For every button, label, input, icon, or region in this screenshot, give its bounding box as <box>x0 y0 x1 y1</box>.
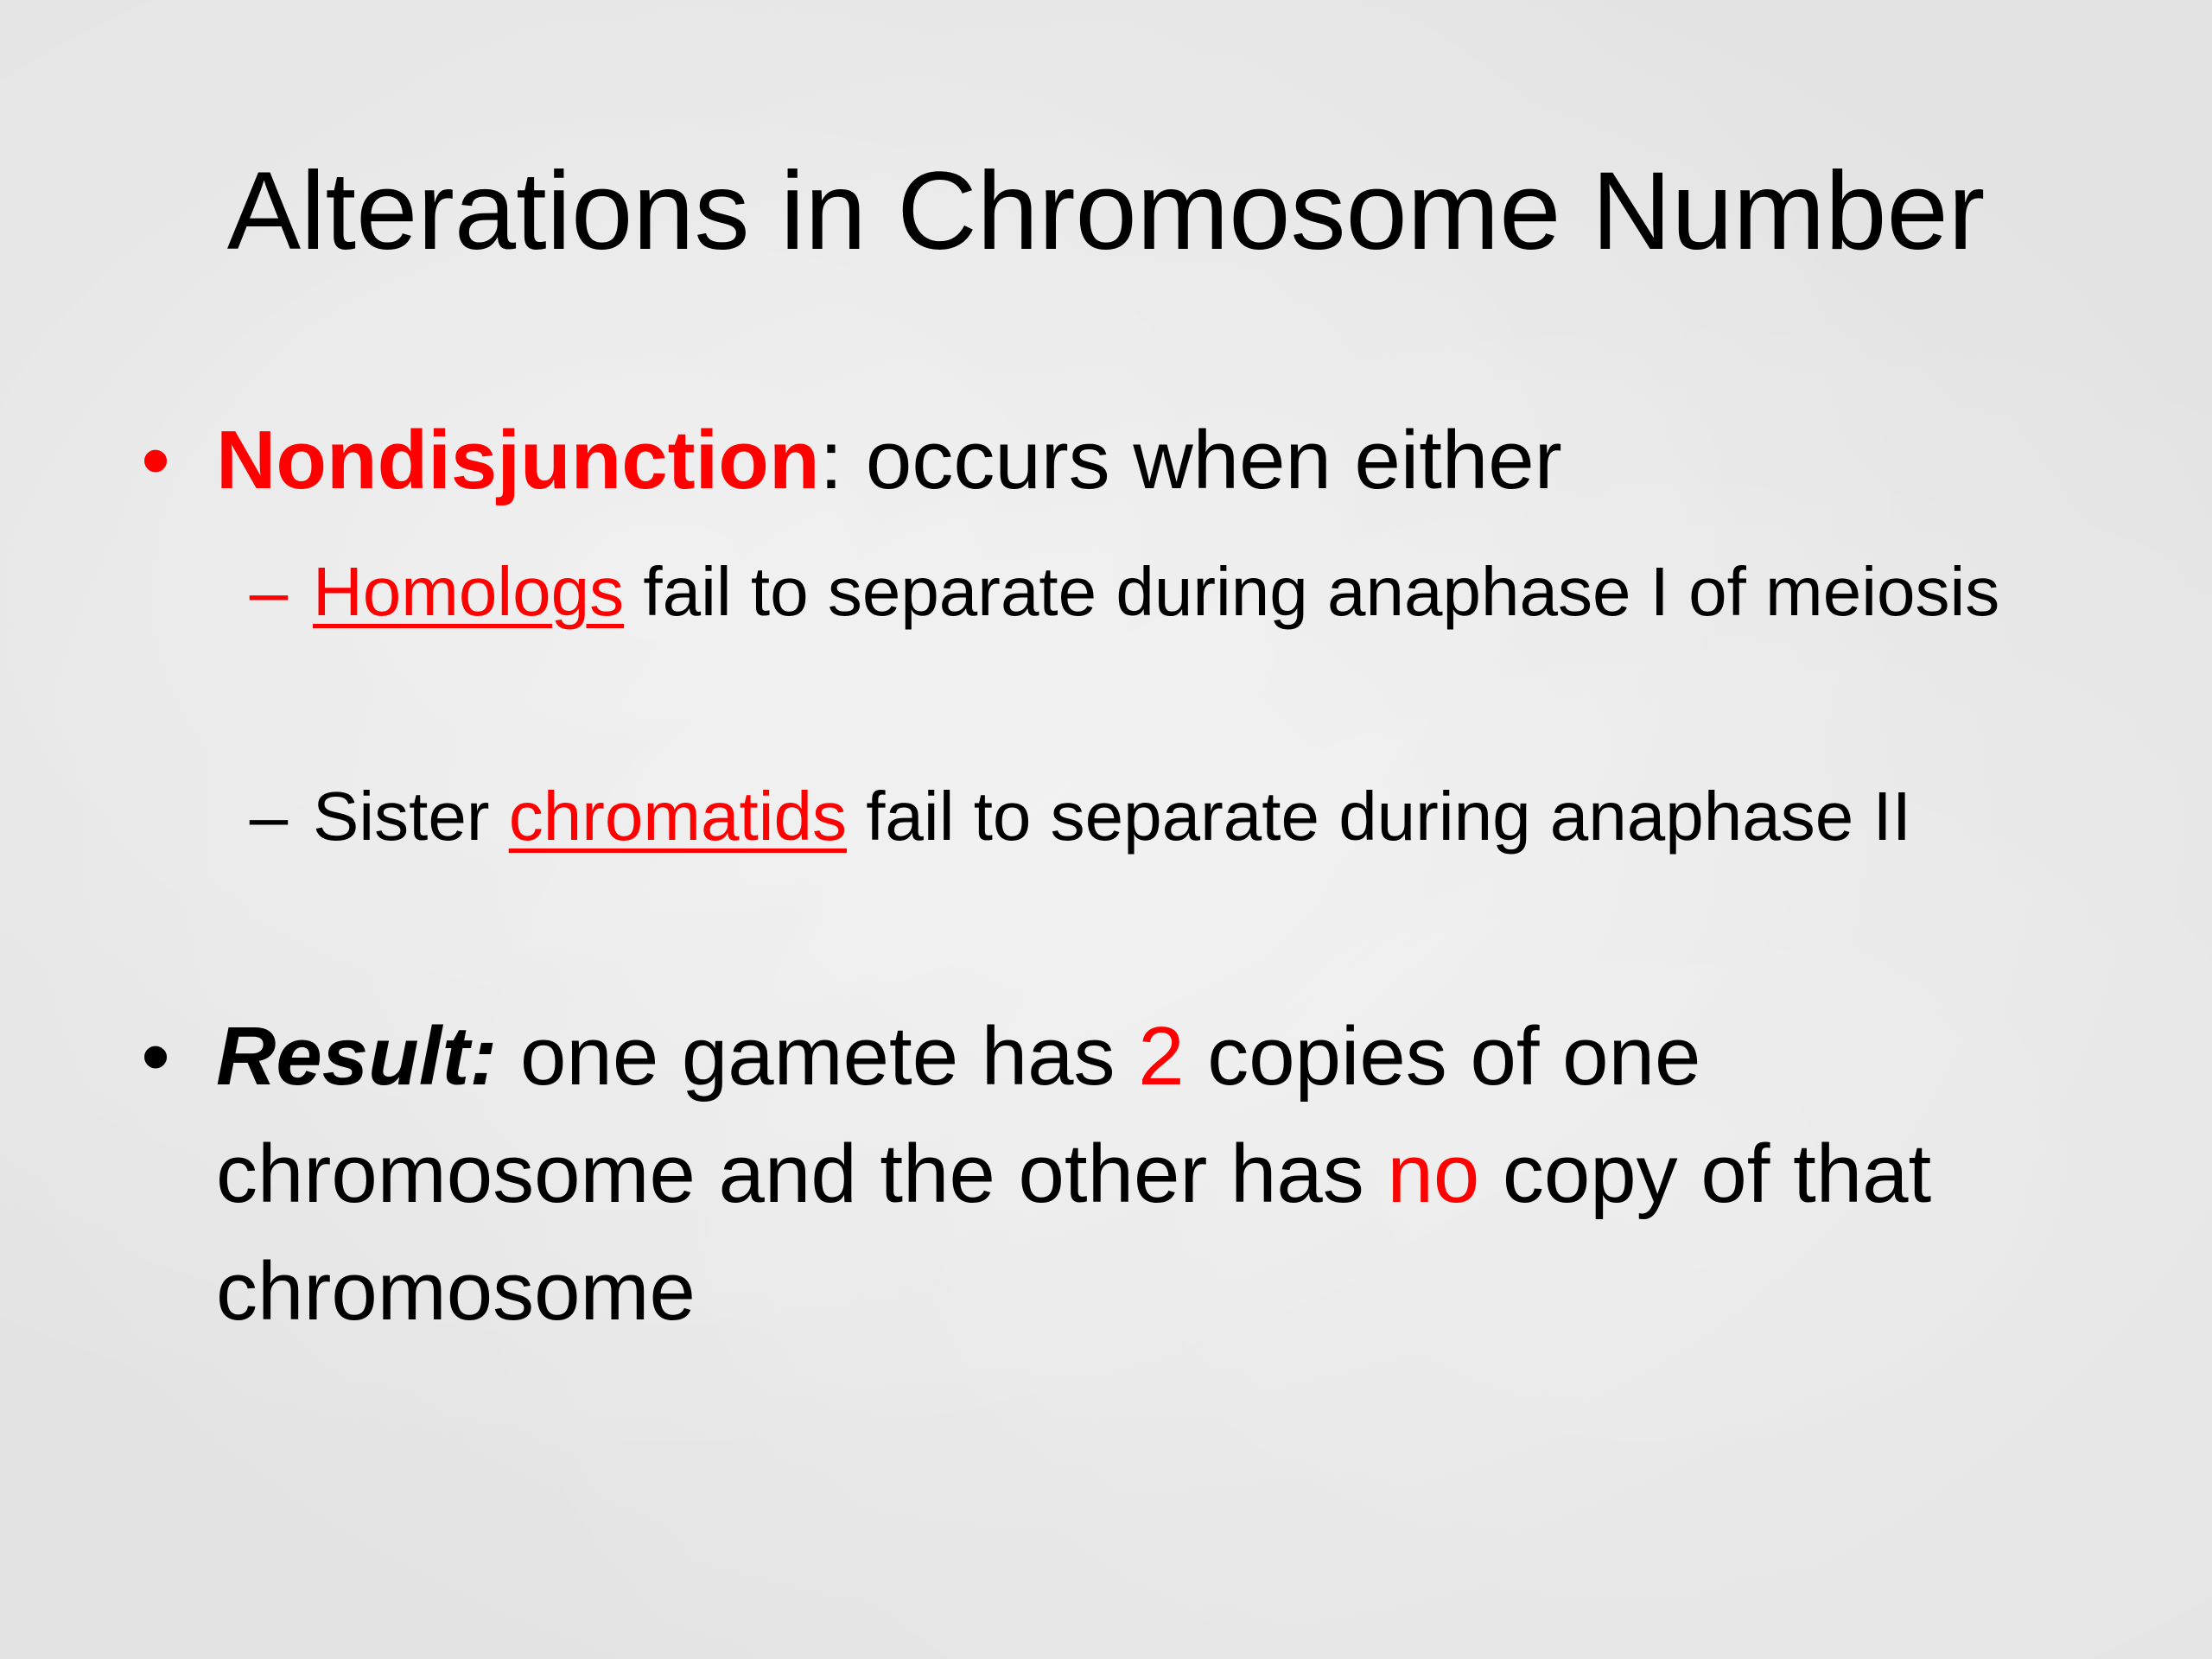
term-nondisjunction: Nondisjunction <box>216 414 820 506</box>
bullet-marker: • <box>141 414 170 506</box>
result-no: no <box>1387 1128 1480 1220</box>
result-number: 2 <box>1138 1010 1185 1103</box>
bullet-nondisjunction <box>141 402 2074 519</box>
dash-marker: – <box>249 553 289 630</box>
result-text-1: one gamete has <box>497 1010 1139 1103</box>
bullet1-text: : occurs when either <box>819 414 1562 506</box>
result-text-3: copy of that chromosome <box>216 1128 1932 1338</box>
sub2-text: fail to separate during anaphase II <box>846 778 1911 855</box>
subbullet-homologs <box>249 540 2075 644</box>
sub2-lead: Sister <box>313 778 509 855</box>
dash-marker: – <box>249 778 289 855</box>
bullet-marker: • <box>141 1010 170 1103</box>
term-chromatids: chromatids <box>508 778 847 855</box>
subbullet-chromatids <box>249 765 2075 868</box>
result-label: Result: <box>216 1010 498 1103</box>
term-homologs: Homologs <box>313 553 625 630</box>
sub1-text: fail to separate during anaphase I of meiosis <box>624 553 2000 630</box>
bullet-result <box>141 998 2074 1351</box>
slide-title: Alterations in Chromosome Number <box>226 149 1986 273</box>
result-text-2: copies of one chromosome and the other has <box>216 1010 1701 1220</box>
